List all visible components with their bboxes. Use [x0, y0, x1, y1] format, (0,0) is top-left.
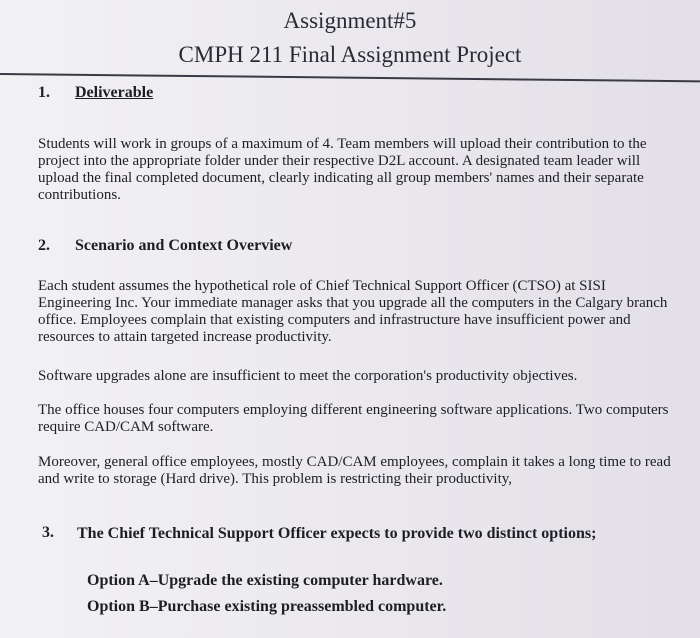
section-2-paragraph-3: The office houses four computers employing different engineering software applications. Two computers require CAD/CAM software.	[38, 402, 669, 435]
page-subtitle: CMPH 211 Final Assignment Project	[178, 42, 522, 67]
section-2-heading: Scenario and Context Overview	[75, 237, 293, 254]
option-b: Option B–Purchase existing preassembled computer.	[87, 598, 447, 615]
section-3-number: 3.	[42, 524, 54, 541]
section-1-number: 1.	[38, 84, 50, 101]
section-2-number: 2.	[38, 237, 50, 254]
option-a: Option A–Upgrade the existing computer hardware.	[87, 572, 443, 589]
section-3-text: The Chief Technical Support Officer expects to provide two distinct options;	[77, 525, 597, 542]
title-divider	[0, 73, 700, 82]
section-2-paragraph-4: Moreover, general office employees, mostly CAD/CAM employees, complain it takes a long time to read and write to storage (Hard drive). This problem is restricting their productivity,	[38, 454, 671, 487]
section-2-paragraph-1: Each student assumes the hypothetical role of Chief Technical Support Officer (CTSO) at SISI Engineering Inc. Your immediate manager asks that you upgrade all the computers in the Calgary branch office. Employees complain that existing computers and infrastructure have insufficient power and resources to attain targeted increase productivity.	[38, 278, 668, 345]
section-2-paragraph-2: Software upgrades alone are insufficient to meet the corporation's productivity objectives.	[38, 368, 578, 384]
section-1-heading: Deliverable	[75, 84, 154, 101]
section-1-body: Students will work in groups of a maximum of 4. Team members will upload their contribution to the project into the appropriate folder under their respective D2L account. A designated team leader will upload the final completed document, clearly indicating all group members' names and their separate contributions.	[38, 136, 647, 203]
page-title: Assignment#5	[283, 8, 417, 33]
